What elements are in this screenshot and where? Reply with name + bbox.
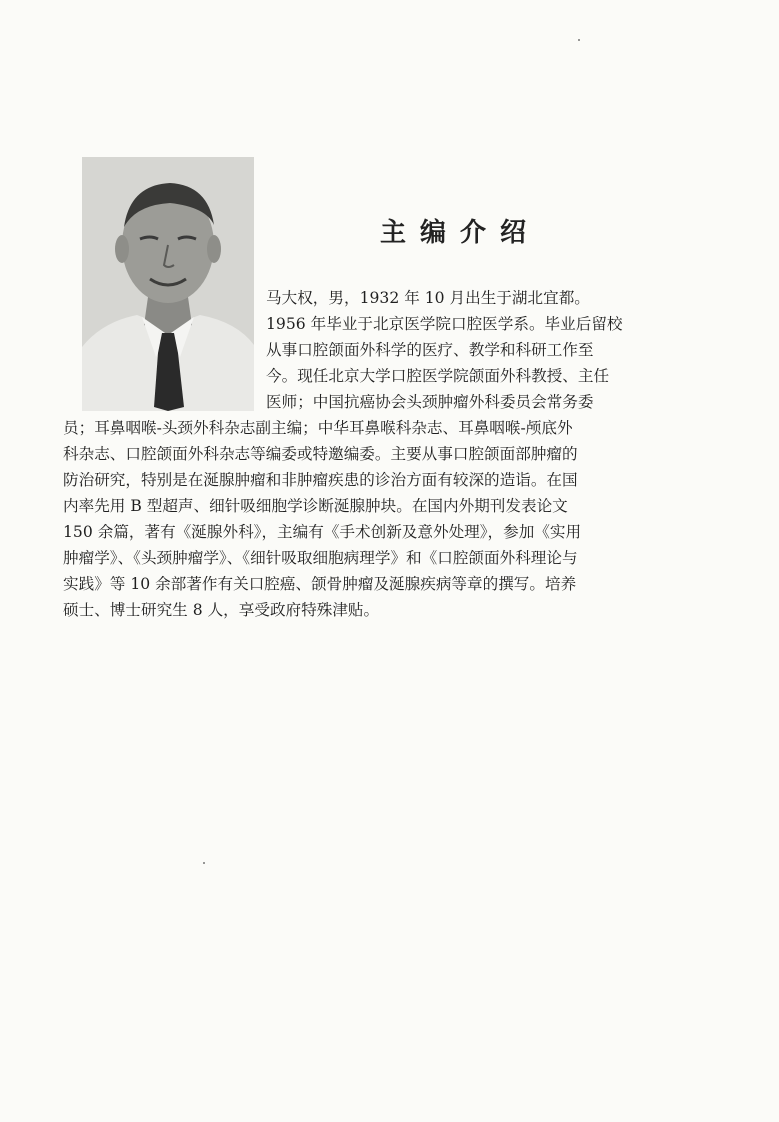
body-line-12: 实践》等 10 余部著作有关口腔癌、颌骨肿瘤及涎腺疾病等章的撰写。培养 xyxy=(63,575,577,593)
portrait-image xyxy=(82,157,254,411)
body-line-2: 1956 年毕业于北京医学院口腔医学系。毕业后留校 xyxy=(266,315,623,333)
body-line-4: 今。现任北京大学口腔医学院颌面外科教授、主任 xyxy=(266,367,610,385)
body-line-6: 员；耳鼻咽喉-头颈外科杂志副主编；中华耳鼻喉科杂志、耳鼻咽喉-颅底外 xyxy=(63,419,573,437)
scan-speck xyxy=(203,862,205,864)
body-line-1: 马大权，男，1932 年 10 月出生于湖北宜都。 xyxy=(266,289,590,307)
body-line-5: 医师；中国抗癌协会头颈肿瘤外科委员会常务委 xyxy=(266,393,594,411)
body-line-13: 硕士、博士研究生 8 人，享受政府特殊津贴。 xyxy=(63,601,380,619)
body-line-11: 肿瘤学》、《头颈肿瘤学》、《细针吸取细胞病理学》和《口腔颌面外科理论与 xyxy=(63,549,578,567)
scan-speck xyxy=(578,39,580,41)
body-line-7: 科杂志、口腔颌面外科杂志等编委或特邀编委。主要从事口腔颌面部肿瘤的 xyxy=(63,445,578,463)
body-line-8: 防治研究，特别是在涎腺肿瘤和非肿瘤疾患的诊治方面有较深的造诣。在国 xyxy=(63,471,578,489)
body-line-9: 内率先用 B 型超声、细针吸细胞学诊断涎腺肿块。在国内外期刊发表论文 xyxy=(63,497,568,515)
author-photo xyxy=(82,157,254,411)
page-title: 主编介绍 xyxy=(380,218,541,248)
body-line-10: 150 余篇，著有《涎腺外科》，主编有《手术创新及意外处理》，参加《实用 xyxy=(63,523,582,541)
body-line-3: 从事口腔颌面外科学的医疗、教学和科研工作至 xyxy=(266,341,594,359)
